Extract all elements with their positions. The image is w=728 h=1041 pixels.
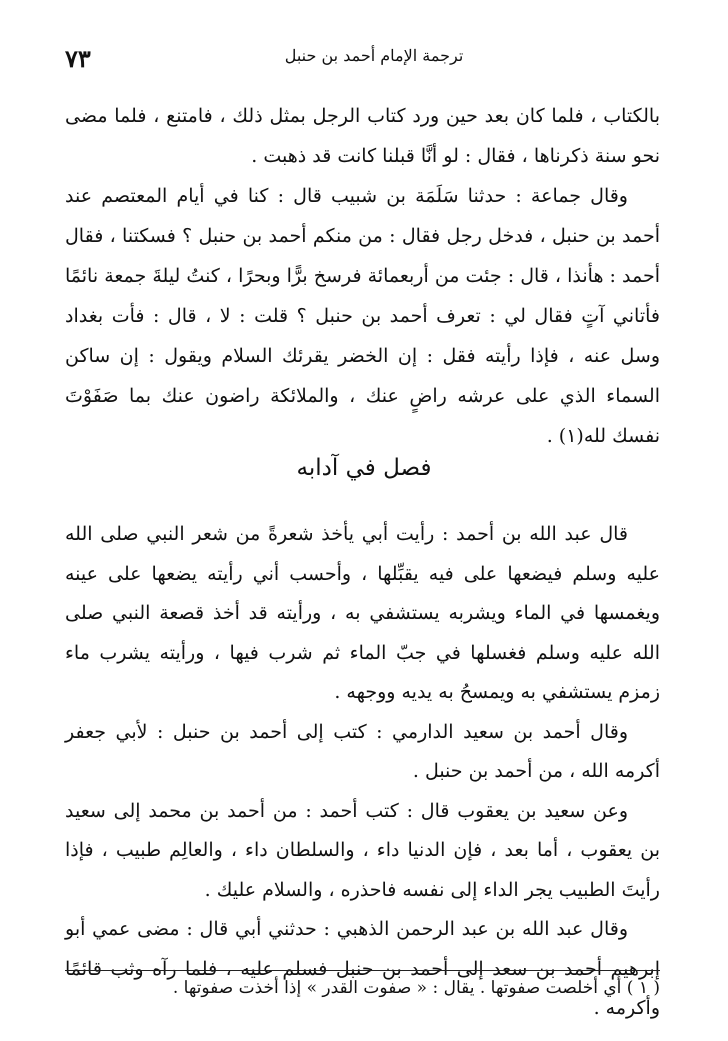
paragraph: بالكتاب ، فلما كان بعد حين ورد كتاب الرجل بمثل ذلك ، فامتنع ، فلما مضى نحو سنة ذكرناها ، فقال : لو أنَّا قبلنا كانت قد ذهبت .: [65, 105, 660, 167]
paragraph: وقال عبد الله بن عبد الرحمن الذهبي : حدثني أبي قال : مضى عمي أبو إبرهيم أحمد بن سعد إلى أحمد بن حنبل فسلم عليه ، فلما رآه وثب قائمًا وأكرمه .: [65, 918, 660, 1019]
footnote-divider: [65, 970, 660, 971]
paragraph: قال عبد الله بن أحمد : رأيت أبي يأخذ شعرةً من شعر النبي صلى الله عليه وسلم فيضعها على فيه يقبِّلها ، وأحسب أني رأيته يضعها على عينه ويغمسها في الماء ويشربه يستشفي به ، ورأيته قد أخذ قصعة النبي صلى الله عليه وسلم فغسلها في جبّ الماء ثم شرب فيها ، ورأيته يشرب ماء زمزم يستشفي به ويمسحُ به يديه ووجهه .: [65, 523, 660, 703]
page-number: ٧٣: [65, 44, 91, 73]
paragraph: وعن سعيد بن يعقوب قال : كتب أحمد : من أحمد بن محمد إلى سعيد بن يعقوب ، أما بعد ، فإن الدنيا داء ، والسلطان داء ، والعالِم طبيب ، فإذا رأيتَ الطبيب يجر الداء إلى نفسه فاحذره ، والسلام عليك .: [65, 799, 660, 901]
footnote: ( ١ ) أي أخلصت صفوتها . يقال : « صفوت القدر » إذا أخذت صفوتها .: [172, 978, 660, 998]
body-text: [65, 96, 660, 456]
section-text: [65, 515, 660, 1029]
section-title: فصل في آدابه: [296, 455, 432, 481]
page-header: [80, 38, 668, 78]
paragraph: وقال أحمد بن سعيد الدارمي : كتب إلى أحمد بن حنبل : لأبي جعفر أكرمه الله ، من أحمد بن حنبل .: [65, 720, 660, 782]
running-title: ترجمة الإمام أحمد بن حنبل: [284, 46, 464, 65]
paragraph: وقال جماعة : حدثنا سَلَمَة بن شبيب قال : كنا في أيام المعتصم عند أحمد بن حنبل ، فدخل رجل فقال : من منكم أحمد بن حنبل ؟ فسكتنا ، فقال أحمد : هأنذا ، قال : جئت من أربعمائة فرسخ برًّا وبحرًا ، كنتُ ليلةَ جمعة نائمًا فأتاني آتٍ فقال لي : تعرف أحمد بن حنبل ؟ قلت : لا ، قال : فأت بغداد وسل عنه ، فإذا رأيته فقل : إن الخضر يقرئك السلام ويقول : إن ساكن السماء الذي على عرشه راضٍ عنك ، والملائكة راضون عنك بما صَفَوْتَ نفسك لله(١) .: [65, 185, 660, 447]
